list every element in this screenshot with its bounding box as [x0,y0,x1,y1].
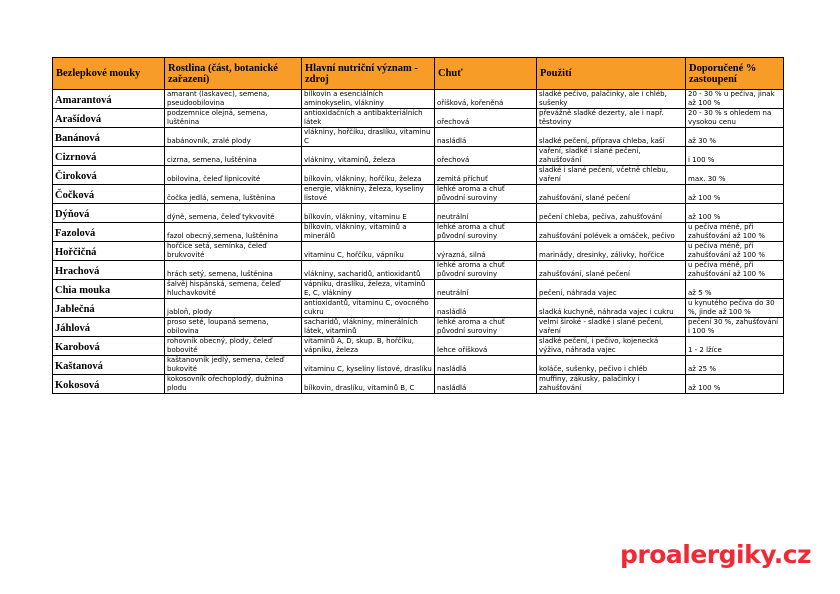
use-cell: zahušťování, slané pečení [537,260,686,279]
taste-cell: ořechová [435,147,537,166]
percent-cell: max. 30 % [686,166,784,185]
nutrition-cell: bílkovin, vlákniny, hořčíku, železa [302,166,435,185]
flour-name-cell: Amarantová [53,90,165,109]
nutrition-cell: antioxidačních a antibakteriálních látek [302,109,435,128]
use-cell: sladké i slané pečení, včetně chlebu, vaření [537,166,686,185]
plant-cell: kaštanovník jedlý, semena, čeleď bukovité [165,355,302,374]
use-cell: převážně sladké dezerty, ale i např. těstoviny [537,109,686,128]
plant-cell: fazol obecný,semena, luštěnina [165,222,302,241]
taste-cell: nasládlá [435,374,537,393]
flour-name-cell: Čiroková [53,166,165,185]
taste-cell: oříšková, kořeněná [435,90,537,109]
table-row [53,260,784,279]
plant-cell: jabloň, plody [165,298,302,317]
nutrition-cell: bílkovin a esenciálních aminokyselin, vlákniny [302,90,435,109]
flour-name-cell: Arašídová [53,109,165,128]
use-cell: velmi široké - sladké i slané pečení, vaření [537,317,686,336]
plant-cell: rohovník obecný, plody, čeleď bobovité [165,336,302,355]
use-cell: muffiny, zákusky, palačinky i zahušťování [537,374,686,393]
plant-cell: hrách setý, semena, luštěnina [165,260,302,279]
nutrition-cell: vápníku, draslíku, železa, vitaminů E, C, vlákniny [302,279,435,298]
plant-cell: čočka jedlá, semena, luštěnina [165,185,302,204]
percent-cell: až 100 % [686,374,784,393]
table-row [53,128,784,147]
table-row [53,222,784,241]
plant-cell: dýně, semena, čeleď tykvovité [165,204,302,223]
nutrition-cell: antioxidantů, vitaminu C, ovocného cukru [302,298,435,317]
plant-cell: kokosovník ořechoplodý, dužnina plodu [165,374,302,393]
taste-cell: neutrální [435,279,537,298]
use-cell: pečení chleba, pečiva, zahušťování [537,204,686,223]
header-percent: Doporučené % zastoupení [686,58,784,90]
table-row [53,147,784,166]
taste-cell: lehké aroma a chuť původní suroviny [435,317,537,336]
flour-name-cell: Karobová [53,336,165,355]
plant-cell: cizrna, semena, luštěnina [165,147,302,166]
taste-cell: lehké aroma a chuť původní suroviny [435,260,537,279]
taste-cell: ořechová [435,109,537,128]
percent-cell: až 100 % [686,204,784,223]
percent-cell: 1 - 2 lžíce [686,336,784,355]
header-flour: Bezlepkové mouky [53,58,165,90]
flour-name-cell: Dýňová [53,204,165,223]
use-cell: koláče, sušenky, pečivo i chléb [537,355,686,374]
nutrition-cell: vlákniny, sacharidů, antioxidantů [302,260,435,279]
flour-name-cell: Chia mouka [53,279,165,298]
use-cell: zahušťování, slané pečení [537,185,686,204]
plant-cell: podzemnice olejná, semena, luštěnina [165,109,302,128]
taste-cell: nasládlá [435,298,537,317]
percent-cell: až 30 % [686,128,784,147]
nutrition-cell: bílkovin, vlákniny, vitaminů a minerálů [302,222,435,241]
taste-cell: zemitá příchuť [435,166,537,185]
taste-cell: lehké aroma a chuť původní suroviny [435,222,537,241]
table-row [53,166,784,185]
percent-cell: pečení 30 %, zahušťování i 100 % [686,317,784,336]
table-row [53,355,784,374]
use-cell: vaření, sladké i slané pečení, zahušťování [537,147,686,166]
taste-cell: neutrální [435,204,537,223]
plant-cell: amarant (laskavec), semena, pseudoobilovina [165,90,302,109]
percent-cell: až 100 % [686,185,784,204]
percent-cell: u pečiva méně, při zahušťování až 100 % [686,241,784,260]
taste-cell: lehké aroma a chuť původní suroviny [435,185,537,204]
table-row [53,204,784,223]
use-cell: sladká kuchyně, náhrada vajec i cukru [537,298,686,317]
use-cell: sladké pečivo, palačinky, ale i chléb, sušenky [537,90,686,109]
flour-table [52,57,784,394]
nutrition-cell: energie, vlákniny, železa, kyseliny listové [302,185,435,204]
taste-cell: lehce oříšková [435,336,537,355]
plant-cell: obilovina, čeleď lipnicovité [165,166,302,185]
plant-cell: šalvěj hispánská, semena, čeleď hluchavkovité [165,279,302,298]
flour-name-cell: Hořčičná [53,241,165,260]
percent-cell: u kynutého pečiva do 30 %, jinde až 100 % [686,298,784,317]
plant-cell: hořčice setá, semínka, čeleď brukvovité [165,241,302,260]
taste-cell: výrazná, silná [435,241,537,260]
nutrition-cell: bílkovin, vlákniny, vitaminu E [302,204,435,223]
proalergiky-logo: proalergiky.cz [620,540,812,569]
nutrition-cell: vitaminů A, D, skup. B, hořčíku, vápníku, železa [302,336,435,355]
flour-name-cell: Kokosová [53,374,165,393]
nutrition-cell: vlákniny, vitaminů, železa [302,147,435,166]
table-row [53,374,784,393]
table-row [53,185,784,204]
table-row [53,298,784,317]
flour-name-cell: Čočková [53,185,165,204]
flour-name-cell: Kaštanová [53,355,165,374]
percent-cell: u pečiva méně, při zahušťování až 100 % [686,260,784,279]
percent-cell: až 25 % [686,355,784,374]
nutrition-cell: bílkovin, draslíku, vitaminů B, C [302,374,435,393]
percent-cell: až 5 % [686,279,784,298]
flour-name-cell: Cizrnová [53,147,165,166]
plant-cell: proso seté, loupaná semena, obilovina [165,317,302,336]
header-nutrition: Hlavní nutriční význam - zdroj [302,58,435,90]
table-row [53,241,784,260]
flour-name-cell: Banánová [53,128,165,147]
nutrition-cell: sacharidů, vlákniny, minerálních látek, vitaminů [302,317,435,336]
use-cell: sladké pečení, příprava chleba, kaší [537,128,686,147]
table-row [53,336,784,355]
percent-cell: u pečiva méně, při zahušťování až 100 % [686,222,784,241]
flour-name-cell: Jablečná [53,298,165,317]
header-taste: Chuť [435,58,537,90]
plant-cell: babánovník, zralé plody [165,128,302,147]
use-cell: pečení, náhrada vajec [537,279,686,298]
flour-name-cell: Hrachová [53,260,165,279]
nutrition-cell: vitaminu C, hořčíku, vápníku [302,241,435,260]
use-cell: marinády, dresinky, zálivky, hořčice [537,241,686,260]
table-row [53,109,784,128]
percent-cell: i 100 % [686,147,784,166]
use-cell: zahušťování polévek a omáček, pečivo [537,222,686,241]
nutrition-cell: vlákniny, hořčíku, draslíku, vitaminu C [302,128,435,147]
table-row [53,279,784,298]
table-row [53,90,784,109]
flour-name-cell: Jáhlová [53,317,165,336]
table-row [53,317,784,336]
use-cell: sladké pečení, i pečivo, kojenecká výživa, náhrada vajec [537,336,686,355]
percent-cell: 20 - 30 % s ohledem na vysokou cenu [686,109,784,128]
percent-cell: 20 - 30 % u pečiva, jinak až 100 % [686,90,784,109]
header-plant: Rostlina (část, botanické zařazení) [165,58,302,90]
header-use: Použití [537,58,686,90]
header-row [53,58,784,90]
taste-cell: nasládlá [435,355,537,374]
flour-name-cell: Fazolová [53,222,165,241]
nutrition-cell: vitaminu C, kyseliny listové, draslíku [302,355,435,374]
taste-cell: nasládlá [435,128,537,147]
